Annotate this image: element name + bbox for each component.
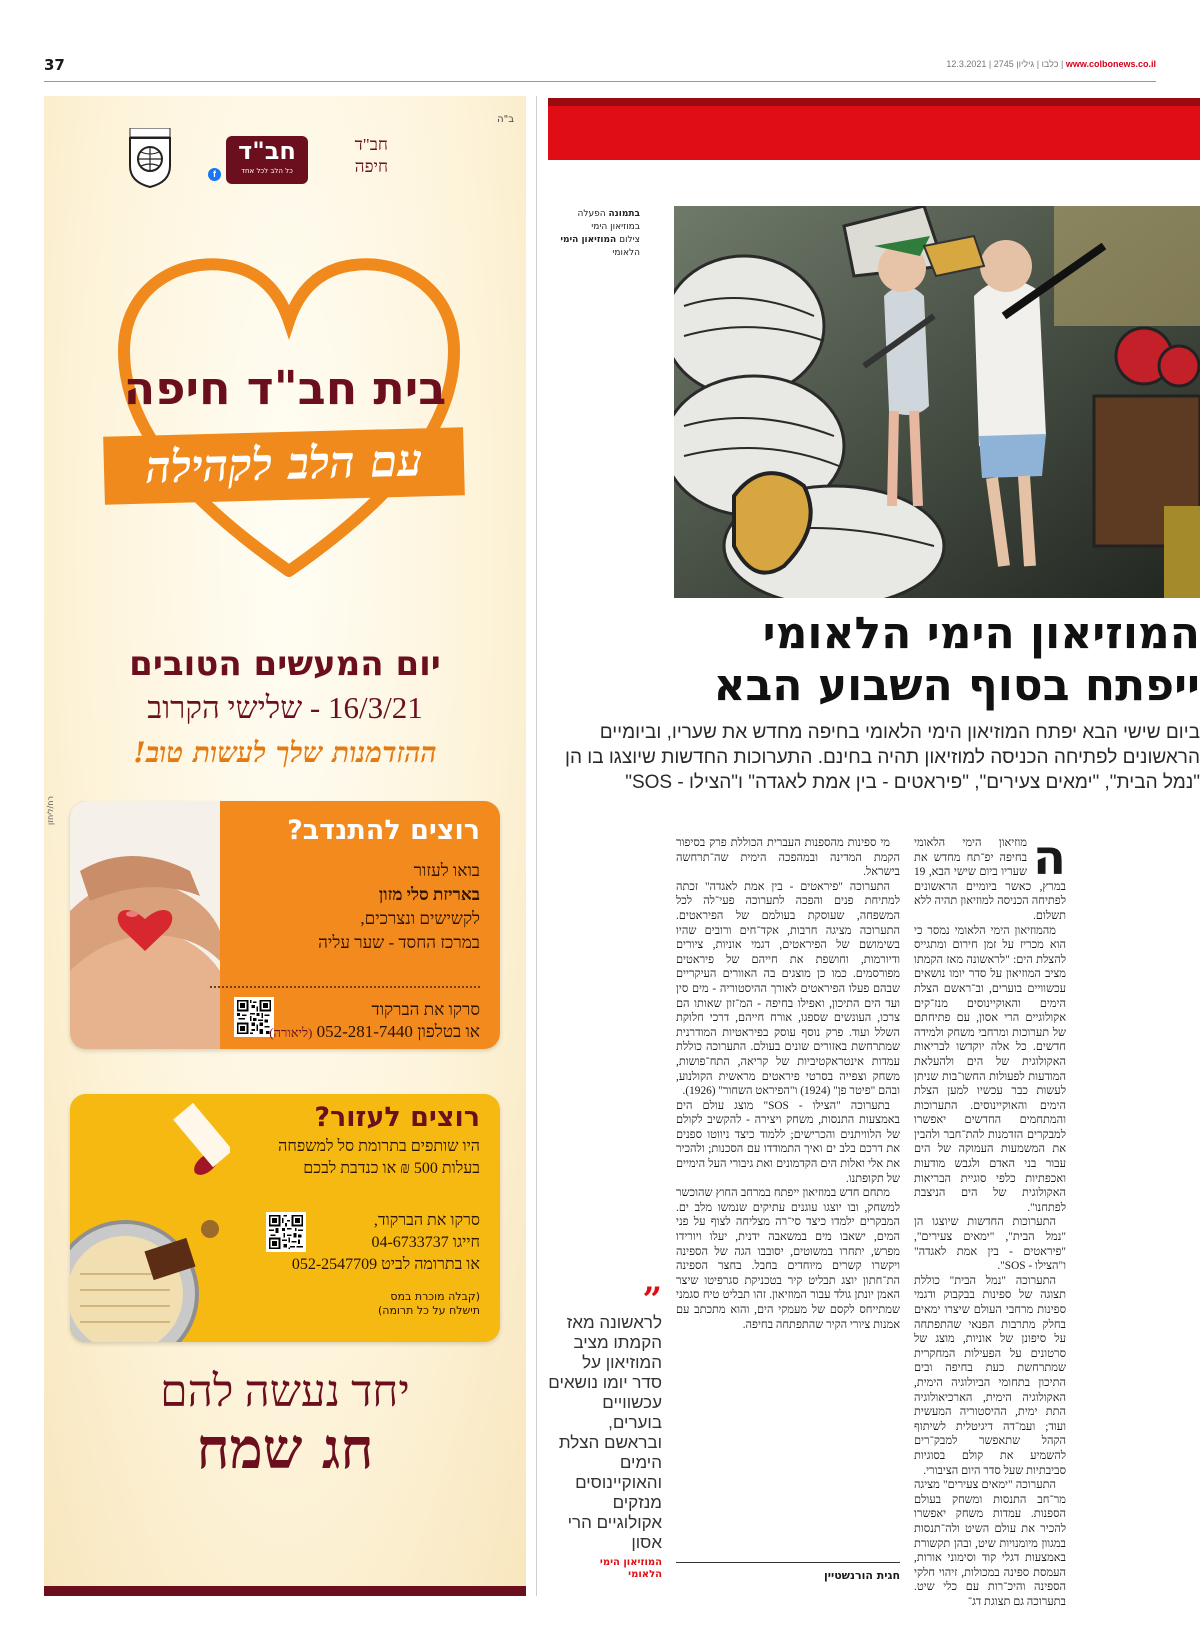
- pull-quote-source2: הלאומי: [628, 1569, 662, 1580]
- issue-date: 12.3.2021: [946, 59, 987, 69]
- article-headline: [548, 608, 1200, 712]
- photo-caption: [548, 208, 640, 260]
- volunteer-title: רוצים להתנדב?: [287, 815, 480, 846]
- issue-number: גיליון 2745: [993, 59, 1035, 69]
- chabad-city-line2: חיפה: [354, 157, 388, 176]
- paragraph: מתחם חדש במוזיאון ייפתח במרחב החוץ שהוכשר למשחק, ובו יוצגו עוגנים עתיקים שנמשו מלב ים. המבקרים ילמדו כיצד סי־רה מצליחה לצוף על פני המים, ישאבו מים במשאבה ידנית, יעלו ויורידו מפרש, יתחרו במשוטים, יסובבו הגה של הספינה ויקשרו קשרים מיוחדים בחבל. בחצר הספינה הת־חתון יוצג תבליט קיר בטכניקת סגרפיטו שיצר האמן יונתן גולד עבור המוזיאון. זהו תבליט טיח סגמני שמתייחס לקסם של מעמקי הים, והוא מתכתב עם אמנות ציורי הקיר שהתפתחה בחיפה.: [676, 1187, 900, 1331]
- quote-mark-icon: ”: [642, 1280, 662, 1320]
- section-red-bar: [548, 98, 1200, 160]
- donate-fine2: תישלח על כל תרומה): [377, 1304, 480, 1317]
- chabad-logo-tagline: כל הלב לכל אחד: [241, 167, 293, 175]
- article-column-1: [914, 830, 1066, 1609]
- donate-fine-print: [378, 1290, 480, 1318]
- caption-line3: [548, 234, 640, 247]
- caption-line1: [548, 208, 640, 221]
- chabad-logo-text: חב"ד: [238, 137, 296, 165]
- donate-card: [70, 1094, 500, 1342]
- volunteer-contact: [269, 999, 480, 1044]
- hands-heart-image: [70, 801, 220, 1049]
- donate-line1: היו שותפים בתרומת סל למשפחה: [278, 1138, 480, 1155]
- ad-exclamation: ההזדמנות שלך לעשות טוב!: [133, 736, 437, 769]
- paragraph: התערוכות החדשות שיוצגו הן "נמל הבית", "ימאים צעירים", "פיראטים - בין אמת לאגדה" ו"הצילו - SOS".: [914, 1216, 1066, 1273]
- chabad-logo: [226, 136, 308, 184]
- qr-code[interactable]: [234, 997, 274, 1037]
- paragraph: התערוכה "נמל הבית" כוללת תצוגה של ספינות בבקבוק ודגמי ספינות מרחבי העולם שיצרו ימאים בחלק מתרבות הפנאי שהתפתחה על סיפונן של אוניות, מוצג של סרטונים על הפעילות המחקרית שמתרחשת כעת בחיפה ובים התיכון בתחומי הביולוגיה הימית, האקולוגיה הימית, הארכיאולוגיה התת ימית, ההיסטוריה המעשית ועוד; ועמ־דה דיגיטלית לשיתוף הקהל שתאפשר למבק־רים להשמיע את קולם בסוגיות סביבתיות שעל סדר היום הציבורי.: [914, 1274, 1066, 1477]
- ad-title: בית חב"ד חיפה: [123, 361, 447, 415]
- donate-phone1[interactable]: חייגו 04-6733737: [371, 1234, 480, 1251]
- page-header: [44, 56, 1156, 82]
- pull-quote-source1: המוזיאון הימי: [599, 1557, 662, 1568]
- paragraph: מהמוזיאון הימי הלאומי נמסר כי הוא מכריז על זמן חירום ומתגייס להצלת הים: "לראשונה מאז הקמתו מציב המוזיאון על סדר יומו נושאים עכשוויים בוערים, וב־ראשם הצלת הימים והאוקיינוסים מנז־קים אקולוגיים הרי אסון, עם פתיחתם של תערוכות ומרחבי משחק ולמידה חדשים. כל אלה יוקדשו לבריאות האקולוגית של הים ולהעלאת המודעות לפעולות החשו־בות שניתן לעשות כבר עכשיו למען הצלת הימים והאוקיינוסים. התערוכות והמתחמים החדשים יאפשרו למבקרים הזדמנות להת־חבר ולהבין את המשמעות העמוקה של הים עבור בני האדם ולגבש מודעות ואכפתיות כלפי סוגיית הבריאות האקולוגית של הים הניצבת לפתחנו".: [914, 924, 1066, 1214]
- page-number: 37: [44, 56, 65, 74]
- donate-contact: [292, 1210, 480, 1276]
- ad-credit: רח/ליחזן: [46, 796, 55, 825]
- donate-scan: סרקו את הברקוד,: [373, 1212, 480, 1229]
- volunteer-line2: [230, 883, 480, 907]
- volunteer-line4: במרכז החסד - שער עליה: [318, 933, 480, 952]
- caption-line4: הלאומי: [612, 248, 640, 258]
- chabad-advertisement: [44, 96, 526, 1596]
- volunteer-phone: [269, 1021, 480, 1044]
- caption-credit-label: צילום: [619, 235, 640, 245]
- ad-slogan: עם הלב לקהילה: [103, 427, 465, 504]
- article-dek: ביום שישי הבא יפתח המוזיאון הימי הלאומי בחיפה מחדש את שעריו, וביומיים הראשונים לפתיחה הכניסה למוזיאון תהיה בחינם. התערוכות החדשות שיוצגו בו הן "נמל הבית", "ימאים צעירים", "פיראטים - בין אמת לאגדה" ו"הצילו - SOS": [565, 722, 1200, 793]
- headline-line2: ייפתח בסוף השבוע הבא: [713, 660, 1200, 711]
- paragraph: התערוכה "ימאים צעירים" מציגה מר־חב התנסות ומשחק בעולם הספנות. עמדות משחק יאפשרו להכיר את עולם השיט ולה־תנסות במגוון מיומנויות שיט, ובהן תקשורת באמצעות דגלי קוד וסימוני אורות, העמסת ספינה במכולות, זיהוי חלקי הספינה והיכ־רות עם כלי שיט. בתערוכה גם תצוגת דג־: [914, 1479, 1066, 1608]
- caption-line2: במוזיאון הימי: [591, 222, 640, 232]
- article-author: חגית הורנשטיין: [676, 1562, 900, 1582]
- caption-credit: המוזיאון הימי: [560, 235, 617, 245]
- header-info: www.colbonews.co.il | כלבו | גיליון 2745 | 12.3.2021: [946, 59, 1156, 69]
- bh-mark: ב"ה: [497, 114, 514, 125]
- paragraph: התערוכה "פיראטים - בין אמת לאגדה" זכתה למתיחת פנים והפכה לתערוכה פעי־לה לכל המשפחה, שעוסקת בעולמם של הפיראטים. התערוכה מציגה חרבות, אקד־חים ורובים שהיו בשימושם של הפיראטים, דגמי אוניות, ציורים ודיורמות, וחושפת את חייהם של פיראטים מפורסמים. כמו כן מוצגים בה האוורים העיקריים שבהם פעלו הפיראטים לאורך ההיסטוריה - מים סין ועד הים התיכון, ואפילו בחיפה - המ־זון שאותו הם צרכו, העונשים שספגו, אורח חייהם, דרכי חלוקת השלל ועוד. פרק נוסף עוסק בפיראטיות המודרנית שמתרחשת באזורים שונים בעולם. התערוכה כוללת עמדות אינטראקטיביות של קריאה, התח־פושות, משחק וצפייה בסרטי פיראטים מראשית הקולנוע, ובהם "פיטר פן" (1924) ו"הפיראט השחור" (1926).: [676, 880, 900, 1098]
- volunteer-line3: לקשישים ונצרכים,: [360, 909, 480, 928]
- drop-cap: ה: [1033, 830, 1066, 886]
- paragraph: מוזיאון הימי הלאומי בחיפה יפ־תח מחדש את שעריו ביום שישי הבא, 19 במרץ, כאשר ביומיים הראשונים לפתיחה הכניסה למוזיאון תהיה ללא תשלום.: [914, 837, 1066, 922]
- volunteer-line2-text: באריזת סלי מזון: [378, 885, 480, 904]
- holiday-food-image: [70, 1094, 230, 1342]
- facebook-icon[interactable]: f: [208, 168, 221, 181]
- donate-phone2[interactable]: או בתרומה לביט 052-2547709: [291, 1256, 480, 1273]
- chabad-city: [318, 134, 388, 178]
- volunteer-phone-text[interactable]: או בטלפון 052-281-7440: [316, 1022, 480, 1041]
- donate-text: [190, 1136, 480, 1180]
- paragraph: מי ספינות מהספנות העברית הכוללת פרק בסיפור הקמת המדינה ובמהפכה הימית שה־תרחשה בישראל.: [676, 837, 900, 879]
- qr-code-icon: [237, 1000, 271, 1034]
- ad-bottom-bar: [44, 1586, 526, 1596]
- donate-line2: בעלות 500 ₪ או כנדבת לבכם: [303, 1160, 480, 1177]
- article-column-2: [676, 836, 900, 1332]
- ad-footer-line1: יחד נעשה להם: [160, 1367, 410, 1416]
- dotted-divider: [210, 986, 480, 988]
- volunteer-scan: סרקו את הברקוד: [371, 1000, 480, 1019]
- municipality-seal-icon: [126, 128, 174, 188]
- publication-name: כלבו: [1041, 59, 1059, 69]
- chabad-city-line1: חב"ד: [354, 135, 388, 154]
- paragraph: בתערוכה "הצילו - SOS" מוצג עולם הים באמצעות התנסות, משחק ויצירה - להקשיב לקולם של הלוויתנים והכרישים; ללמוד כיצד ניווטו ספנים את דרכם בלב ים ואיך התמודדו עם הסכנות; ולהכיר את אלי ואלות הים הקדמונים ואת גיבורי העל הימיים של תקופתנו.: [676, 1099, 900, 1185]
- caption-text1: הפעלה: [577, 209, 606, 219]
- site-url[interactable]: www.colbonews.co.il: [1065, 59, 1156, 69]
- headline-line1: המוזיאון הימי הלאומי: [762, 608, 1200, 659]
- pull-quote-source: [548, 1557, 662, 1581]
- caption-label: בתמונה: [608, 209, 640, 219]
- museum-children-photo: [674, 206, 1200, 598]
- volunteer-text: [230, 859, 480, 955]
- ad-logos: [126, 128, 426, 188]
- donate-title: רוצים לעזור?: [314, 1102, 480, 1133]
- heart-icon: [114, 251, 464, 581]
- volunteer-line1: בואו לעזור: [413, 861, 480, 880]
- pull-quote: [548, 1280, 662, 1581]
- column-divider: [536, 96, 537, 1596]
- ad-footer-line2: חג שמח: [196, 1416, 374, 1482]
- volunteer-contact-name: (ליאורה): [269, 1025, 313, 1040]
- ad-event-date: 16/3/21 - שלישי הקרוב: [147, 690, 423, 725]
- volunteer-card: [70, 801, 500, 1049]
- donate-fine1: (קבלה מוכרת במס: [390, 1290, 480, 1303]
- pull-quote-text: לראשונה מאז הקמתו מציב המוזיאון על סדר יומו נושאים עכשוויים בוערים, ובראשם הצלת הימים והאוקיינוסים מנזקים אקולוגיים הרי אסון: [548, 1313, 662, 1552]
- ad-event-name: יום המעשים הטובים: [129, 644, 441, 684]
